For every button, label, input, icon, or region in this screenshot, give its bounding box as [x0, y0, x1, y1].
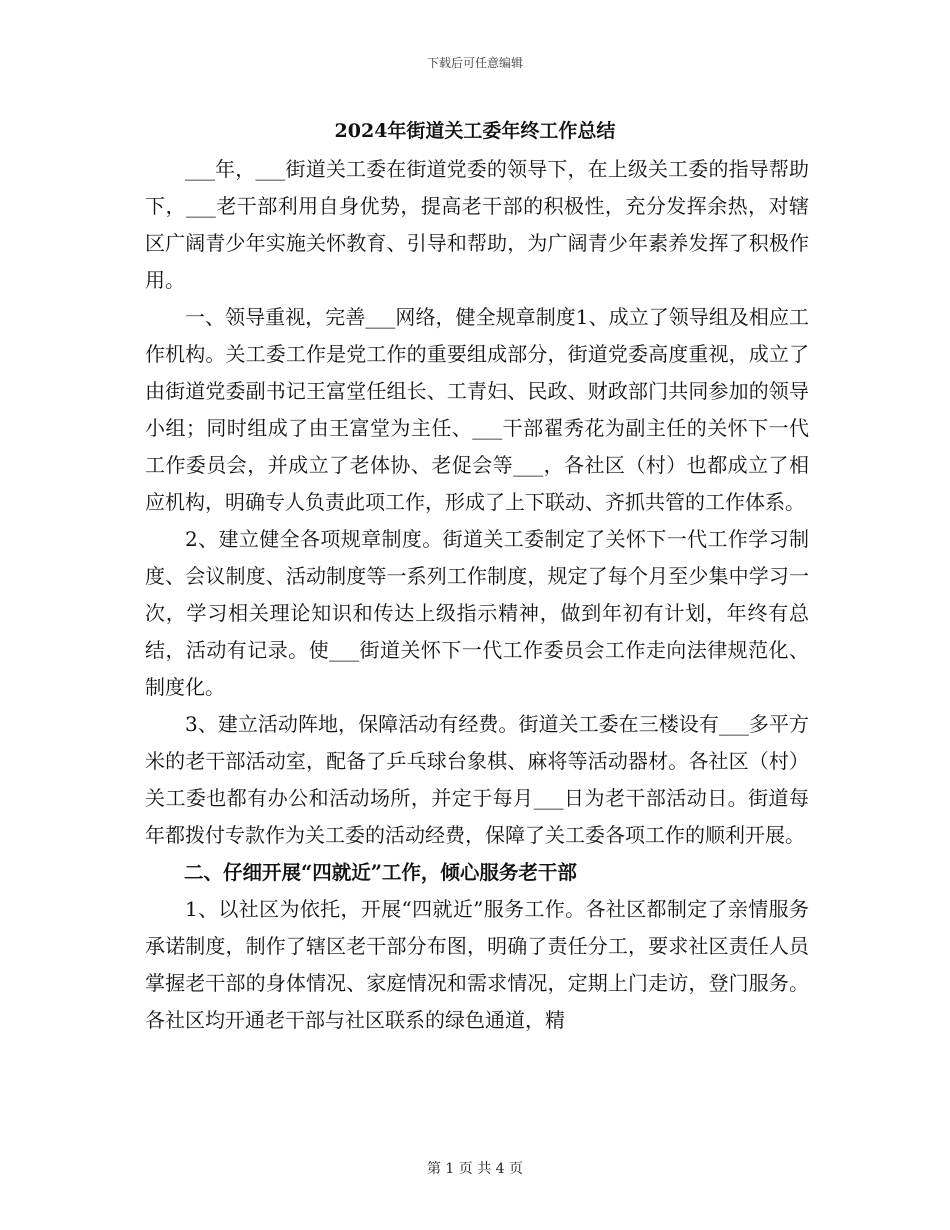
- paragraph-item-2: 2、建立健全各项规章制度。街道关工委制定了关怀下一代工作学习制度、会议制度、活动制度等一系列工作制度，规定了每个月至少集中学习一次，学习相关理论知识和传达上级指示精神，做到年初有计划，年终有总结，活动有记录。使___街道关怀下一代工作委员会工作走向法律规范化、制度化。: [145, 527, 809, 699]
- paragraph-intro: ___年，___街道关工委在街道党委的领导下，在上级关工委的指导帮助下，___老干部利用自身优势，提高老干部的积极性，充分发挥余热，对辖区广阔青少年实施关怀教育、引导和帮助，为广阔青少年素养发挥了积极作用。: [145, 157, 809, 292]
- page-header-note: 下载后可任意编辑: [426, 56, 523, 70]
- paragraph-section-2-item-1: 1、以社区为依托，开展“四就近”服务工作。各社区都制定了亲情服务承诺制度，制作了辖区老干部分布图，明确了责任分工，要求社区责任人员掌握老干部的身体情况、家庭情况和需求情况，定期上门走访，登门服务。各社区均开通老干部与社区联系的绿色通道，精: [145, 897, 809, 1032]
- paragraph-item-3: 3、建立活动阵地，保障活动有经费。街道关工委在三楼设有___多平方米的老干部活动室，配备了乒乓球台象棋、麻将等活动器材。各社区（村）关工委也都有办公和活动场所，并定于每月___日为老干部活动日。街道每年都拨付专款作为关工委的活动经费，保障了关工委各项工作的顺利开展。: [145, 712, 809, 847]
- section-heading-2: 二、仔细开展“四就近”工作，倾心服务老干部: [184, 861, 577, 884]
- paragraph-section-1: 一、领导重视，完善___网络，健全规章制度1、成立了领导组及相应工作机构。关工委工作是党工作的重要组成部分，街道党委高度重视，成立了由街道党委副书记王富堂任组长、工青妇、民政、财政部门共同参加的领导小组；同时组成了由王富堂为主任、___干部翟秀花为副主任的关怀下一代工作委员会，并成立了老体协、老促会等___，各社区（村）也都成立了相应机构，明确专人负责此项工作，形成了上下联动、齐抓共管的工作体系。: [145, 305, 809, 514]
- page-number-footer: 第 1 页 共 4 页: [426, 1161, 524, 1177]
- document-title: 2024年街道关工委年终工作总结: [334, 120, 616, 142]
- document-body: [145, 151, 809, 1039]
